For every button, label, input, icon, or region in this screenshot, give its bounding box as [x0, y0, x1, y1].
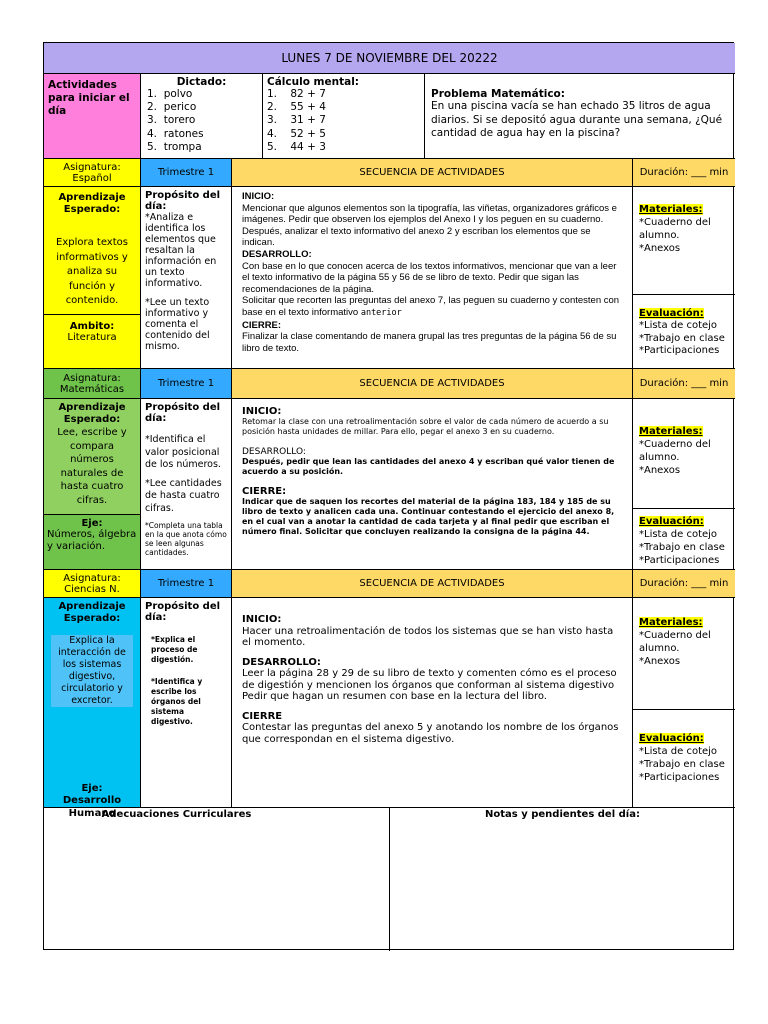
trimestre-espanol — [141, 159, 232, 187]
calculo-item: 4. 52 + 5 — [267, 127, 326, 140]
trimestre-ciencias — [141, 570, 232, 598]
eje-label: Eje: — [81, 518, 103, 529]
asignatura-label: Asignatura: Matemáticas — [59, 372, 125, 395]
desarrollo-text: Después, pedir que lean las cantidades del anexo 4 y escriban qué valor tienen de acuerdo a su posición. — [242, 457, 615, 476]
proposito-text: *Identifica el valor posicional de los números. — [145, 434, 221, 470]
dictado-item: 4. ratones — [147, 127, 204, 140]
calculo-cell — [263, 74, 425, 159]
duracion-ciencias — [633, 570, 735, 598]
calculo-list — [267, 88, 420, 154]
calculo-item: 5. 44 + 3 — [267, 140, 326, 153]
adecuaciones-cell — [44, 808, 390, 951]
materiales-item: *Anexos — [639, 656, 681, 667]
materiales-item: *Cuaderno del alumno. — [639, 217, 711, 241]
problema-text: En una piscina vacía se han echado 35 litros de agua diarios. Si se depositó agua durante una semana, ¿Qué cantidad de agua hay en la piscina? — [431, 100, 723, 139]
evaluacion-item: *Trabajo en clase — [639, 332, 725, 344]
materiales-ciencias — [633, 598, 735, 710]
evaluacion-item: *Participaciones — [639, 555, 720, 566]
inicio-text: Retomar la clase con una retroalimentación sobre el valor de cada número de acuerdo a su posición hasta unidades de millar. Para ello, pegar el anexo 3 en su cuaderno. — [242, 417, 609, 436]
ambito-label: Ambito: — [69, 321, 115, 332]
evaluacion-item: *Participaciones — [639, 345, 720, 356]
dictado-cell — [141, 74, 263, 159]
secuencia-body-espanol — [232, 187, 633, 369]
duracion-espanol — [633, 159, 735, 187]
proposito-text: *Analiza e identifica los elementos que resaltan la información en un texto informativo. — [145, 212, 217, 289]
problema-title: Problema Matemático: — [431, 88, 565, 100]
inicio-text: Mencionar que algunos elementos son la tipografía, las viñetas, organizadores gráficos e imágenes. Pedir que observen los ejemplos del Anexo I y los peguen en su cuaderno. Después, analizar el texto informativo del anexo 2 y escriban los elementos que se indican. — [242, 202, 617, 249]
dictado-title: Dictado: — [176, 76, 227, 88]
evaluacion-label: Evaluación: — [639, 308, 704, 319]
aprendizaje-label: Aprendizaje Esperado: — [58, 192, 126, 215]
secuencia-body-ciencias — [232, 598, 633, 808]
eje-text: Números, álgebra y variación. — [47, 529, 137, 552]
materiales-label: Materiales: — [639, 617, 703, 628]
eje-matematicas — [44, 515, 141, 570]
proposito-text: *Completa una tabla en la que anota cómo se leen algunas cantidades. — [145, 521, 227, 557]
calculo-item: 1. 82 + 7 — [267, 88, 326, 100]
intro-label-cell — [44, 74, 141, 159]
dictado-item: 5. trompa — [147, 140, 202, 153]
dictado-item: 2. perico — [147, 101, 197, 114]
evaluacion-item: *Lista de cotejo — [639, 320, 718, 331]
duracion-matematicas — [633, 369, 735, 399]
evaluacion-espanol — [633, 295, 735, 369]
evaluacion-label: Evaluación: — [639, 733, 704, 744]
aprendizaje-ciencias — [44, 598, 141, 819]
proposito-espanol — [141, 187, 232, 369]
asignatura-ciencias — [44, 570, 141, 598]
desarrollo-text: Leer la página 28 y 29 de su libro de texto y comenten cómo es el proceso de digestión y mencionen los órganos que conforman al sistema digestivo Pedir que hagan un resumen con base en la lectura del libro. — [242, 668, 617, 702]
materiales-espanol — [633, 187, 735, 295]
proposito-label: Propósito del día: — [145, 190, 221, 212]
inicio-label: INICIO: — [242, 614, 282, 625]
ambito-espanol — [44, 315, 141, 369]
calculo-item: 3. 31 + 7 — [267, 114, 326, 127]
materiales-item: *Anexos — [639, 243, 681, 254]
materiales-label: Materiales: — [639, 426, 703, 437]
evaluacion-item: *Participaciones — [639, 772, 720, 783]
page-title: LUNES 7 DE NOVIEMBRE DEL 20222 — [281, 51, 498, 65]
evaluacion-matematicas — [633, 509, 735, 570]
dictado-item: 1. polvo — [147, 88, 193, 100]
evaluacion-ciencias — [633, 710, 735, 808]
secuencia-label: SECUENCIA DE ACTIVIDADES — [359, 378, 505, 389]
inicio-label: INICIO: — [242, 406, 282, 417]
calculo-item: 2. 55 + 4 — [267, 101, 326, 114]
problema-cell — [425, 74, 735, 159]
ambito-text: Literatura — [67, 332, 117, 343]
duracion-label: Duración: ___ min — [639, 378, 729, 389]
title-bar — [44, 43, 735, 74]
proposito-text: *Explica el proceso de digestión. — [151, 635, 198, 664]
asignatura-label: Asignatura: Español — [63, 161, 121, 184]
materiales-label: Materiales: — [639, 204, 703, 215]
intro-label: Actividades para iniciar el día — [48, 79, 130, 117]
proposito-text: *Lee cantidades de hasta cuatro cifras. — [145, 477, 222, 514]
cierre-text: Finalizar la clase comentando de manera grupal las tres preguntas de la página 56 de su libro de texto. — [242, 331, 617, 354]
asignatura-matematicas — [44, 369, 141, 399]
duracion-label: Duración: ___ min — [639, 578, 729, 589]
dictado-list — [147, 88, 256, 154]
secuencia-label: SECUENCIA DE ACTIVIDADES — [359, 578, 505, 589]
notas-title: Notas y pendientes del día: — [485, 809, 640, 820]
cierre-text: Contestar las preguntas del anexo 5 y anotando los nombre de los órganos que correspondan en el sistema digestivo. — [242, 722, 619, 745]
adecuaciones-title: Adecuaciones Curriculares — [101, 809, 252, 820]
proposito-matematicas — [141, 399, 232, 570]
inicio-label: INICIO: — [242, 191, 275, 202]
aprendizaje-espanol — [44, 187, 141, 315]
evaluacion-item: *Lista de cotejo — [639, 746, 718, 757]
proposito-label: Propósito del día: — [145, 601, 221, 623]
proposito-label: Propósito del día: — [145, 402, 221, 424]
proposito-text: *Identifica y escribe los órganos del sistema digestivo. — [151, 677, 203, 726]
cierre-label: CIERRE — [242, 710, 283, 722]
trimestre-label: Trimestre 1 — [157, 578, 215, 589]
cierre-label: CIERRE: — [242, 486, 287, 497]
proposito-text: *Lee un texto informativo y comenta el contenido del mismo. — [145, 297, 210, 352]
eje-text: Desarrollo Humano — [62, 795, 122, 819]
eje-label: Eje: — [81, 783, 103, 794]
notas-cell — [390, 808, 735, 951]
materiales-matematicas — [633, 399, 735, 509]
proposito-ciencias — [141, 598, 232, 808]
desarrollo-text: Con base en lo que conocen acerca de los textos informativos, mencionar que van a leer el texto informativo de la página 55 y 56 de se libro de texto. Pedir que sigan las recomendaciones de la página. — [242, 260, 617, 295]
desarrollo-label: DESARROLLO: — [242, 447, 306, 457]
secuencia-ciencias — [232, 570, 633, 598]
secuencia-matematicas — [232, 369, 633, 399]
aprendizaje-text: Explora textos informativos y analiza su función y contenido. — [56, 237, 128, 306]
planning-sheet — [43, 42, 734, 950]
materiales-item: *Cuaderno del alumno. — [639, 630, 711, 654]
trimestre-label: Trimestre 1 — [157, 167, 215, 178]
evaluacion-item: *Trabajo en clase — [639, 759, 725, 770]
cierre-text: Indicar que de saquen los recortes del material de la página 183, 184 y 185 de su libro de texto y analicen cada una. Continuar contestando el ejercicio del anexo 8, en el cual van a anotar la cantidad de cada tarjeta y al final pedir que escriban el número final. Solicitar que concluyen realizando la consigna de la página 44. — [242, 497, 615, 536]
materiales-item: *Anexos — [639, 465, 681, 476]
asignatura-espanol — [44, 159, 141, 187]
secuencia-espanol — [232, 159, 633, 187]
inicio-text: Hacer una retroalimentación de todos los sistemas que se han visto hasta el momento. — [242, 625, 614, 648]
aprendizaje-text: Explica la interacción de los sistemas digestivo, circulatorio y excretor. — [51, 635, 133, 707]
desarrollo-label: DESARROLLO: — [242, 248, 312, 260]
evaluacion-label: Evaluación: — [639, 516, 704, 527]
trimestre-label: Trimestre 1 — [157, 378, 215, 389]
secuencia-label: SECUENCIA DE ACTIVIDADES — [359, 167, 505, 178]
trimestre-matematicas — [141, 369, 232, 399]
evaluacion-item: *Trabajo en clase — [639, 542, 725, 553]
desarrollo-text-2: Solicitar que recorten las preguntas del anexo 7, las peguen su cuaderno y contesten con base en el texto informativo anterior — [242, 295, 620, 318]
asignatura-label: Asignatura: Ciencias N. — [63, 572, 121, 595]
aprendizaje-label: Aprendizaje Esperado: — [58, 601, 126, 624]
aprendizaje-label: Aprendizaje Esperado: — [58, 402, 126, 425]
desarrollo-tail: anterior — [360, 307, 402, 318]
duracion-label: Duración: ___ min — [639, 167, 729, 178]
secuencia-body-matematicas — [232, 399, 633, 570]
aprendizaje-text: Lee, escribe y compara números naturales de hasta cuatro cifras. — [57, 427, 127, 506]
calculo-title: Cálculo mental: — [267, 76, 359, 88]
materiales-item: *Cuaderno del alumno. — [639, 439, 711, 463]
evaluacion-item: *Lista de cotejo — [639, 529, 718, 540]
dictado-item: 3. torero — [147, 114, 196, 127]
cierre-label: CIERRE: — [242, 319, 282, 331]
desarrollo-label: DESARROLLO: — [242, 656, 321, 668]
aprendizaje-matematicas — [44, 399, 141, 515]
